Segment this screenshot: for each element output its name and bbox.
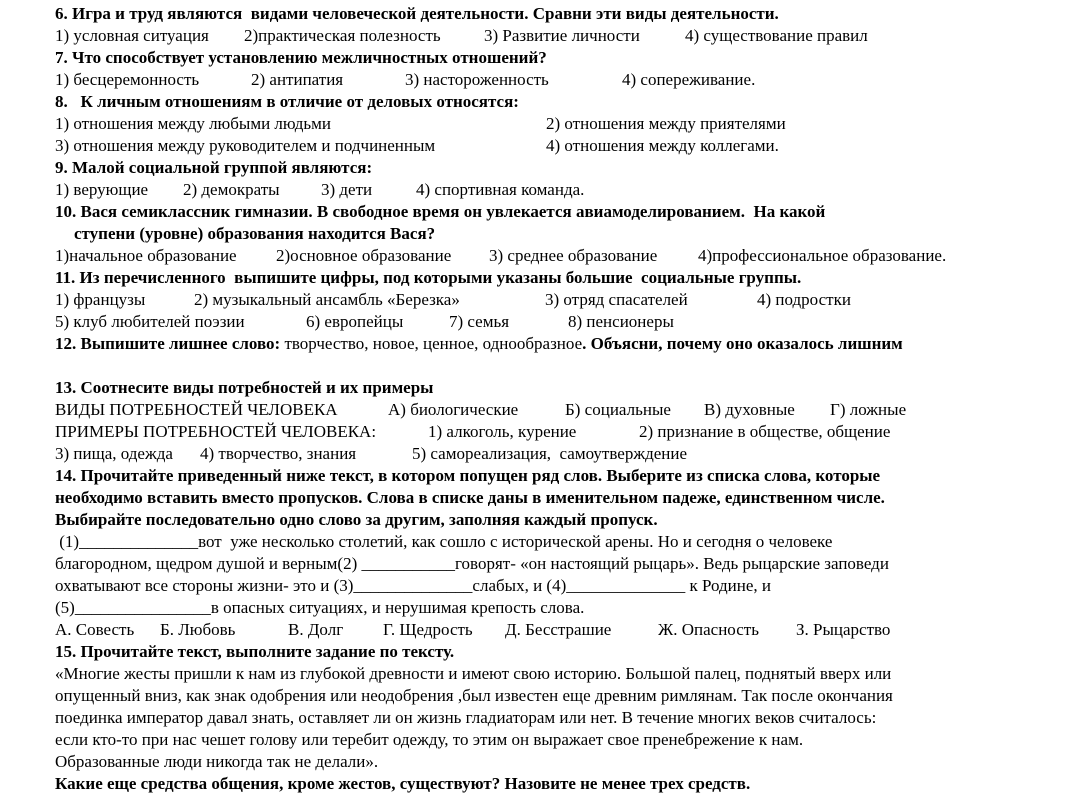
q12-words: творчество, новое, ценное, однообразное: [280, 334, 583, 353]
q7-option-1: 1) бесцеремонность: [55, 70, 200, 89]
q14-text-1: (1)______________вот уже несколько столетий, как сошло с исторической арены. Но и сегодня о человеке: [55, 532, 833, 551]
q12-prefix: 12. Выпишите лишнее слово:: [55, 334, 281, 353]
q7-option-4: 4) сопереживание.: [622, 70, 756, 89]
q14-option-b: Б. Любовь: [160, 620, 236, 639]
q14-text-3: охватывают все стороны жизни- это и (3)______________слабых, и (4)______________ к Родине, и: [55, 576, 772, 595]
q15-task: Какие еще средства общения, кроме жестов, существуют? Назовите не менее трех средств.: [55, 774, 751, 793]
q13-kind-b: Б) социальные: [565, 400, 671, 419]
q10-option-2: 2)основное образование: [276, 246, 452, 265]
q6-option-1: 1) условная ситуация: [55, 26, 209, 45]
q7-question: 7. Что способствует установлению межличностных отношений?: [55, 48, 547, 67]
q11-option-6: 6) европейцы: [306, 312, 404, 331]
q12-suffix: . Объясни, почему оно оказалось лишним: [582, 334, 903, 353]
q6-option-2: 2)практическая полезность: [244, 26, 441, 45]
q11-option-7: 7) семья: [449, 312, 510, 331]
q11-option-4: 4) подростки: [757, 290, 851, 309]
q13-example-5: 5) самореализация, самоутверждение: [412, 444, 688, 463]
q13-example-3: 3) пища, одежда: [55, 444, 173, 463]
q8-option-1: 1) отношения между любыми людьми: [55, 114, 332, 133]
q14-option-g: З. Рыцарство: [796, 620, 891, 639]
q7-option-2: 2) антипатия: [251, 70, 344, 89]
q15-question: 15. Прочитайте текст, выполните задание по тексту.: [55, 642, 455, 661]
q14-instructions-1: 14. Прочитайте приведенный ниже текст, в котором попущен ряд слов. Выберите из списка слова, которые: [55, 466, 881, 485]
q15-text-1: «Многие жесты пришли к нам из глубокой древности и имеют свою историю. Большой палец, поднятый вверх или: [55, 664, 892, 683]
q11-option-5: 5) клуб любителей поэзии: [55, 312, 245, 331]
q14-option-c: В. Долг: [288, 620, 344, 639]
q13-kind-a: А) биологические: [388, 400, 519, 419]
q13-question: 13. Соотнесите виды потребностей и их примеры: [55, 378, 434, 397]
q9-option-2: 2) демократы: [183, 180, 280, 199]
q9-option-4: 4) спортивная команда.: [416, 180, 585, 199]
q13-kind-c: В) духовные: [704, 400, 795, 419]
q9-question: 9. Малой социальной группой являются:: [55, 158, 373, 177]
q14-text-2: благородном, щедром душой и верным(2) ___________говорят- «он настоящий рыцарь». Ведь рыцарские заповеди: [55, 554, 889, 573]
q14-option-a: А. Совесть: [55, 620, 135, 639]
q15-text-2: опущенный вниз, как знак одобрения или неодобрения ,был известен еще древним римлянам. Так после окончания: [55, 686, 893, 705]
q8-option-2: 2) отношения между приятелями: [546, 114, 786, 133]
q11-question: 11. Из перечисленного выпишите цифры, под которыми указаны большие социальные группы.: [55, 268, 802, 287]
q11-option-2: 2) музыкальный ансамбль «Березка»: [194, 290, 460, 309]
q8-option-4: 4) отношения между коллегами.: [546, 136, 779, 155]
q13-kind-d: Г) ложные: [830, 400, 907, 419]
q6-option-3: 3) Развитие личности: [484, 26, 640, 45]
q11-option-3: 3) отряд спасателей: [545, 290, 688, 309]
q10-question-line-2: ступени (уровне) образования находится Вася?: [74, 224, 436, 243]
q12-line: [55, 333, 903, 355]
q13-example-4: 4) творчество, знания: [200, 444, 357, 463]
q8-option-3: 3) отношения между руководителем и подчиненным: [55, 136, 436, 155]
q15-text-3: поединка император давал знать, оставляет ли он жизнь гладиаторам или нет. В течение многих веков считалось:: [55, 708, 877, 727]
q15-text-5: Образованные люди никогда так не делали».: [55, 752, 379, 771]
q13-examples-label: ПРИМЕРЫ ПОТРЕБНОСТЕЙ ЧЕЛОВЕКА:: [55, 422, 377, 441]
q8-question: 8. К личным отношениям в отличие от деловых относятся:: [55, 92, 519, 111]
q7-option-3: 3) настороженность: [405, 70, 549, 89]
q11-option-1: 1) французы: [55, 290, 146, 309]
q6-question: 6. Игра и труд являются видами человеческой деятельности. Сравни эти виды деятельности.: [55, 4, 779, 23]
q9-option-1: 1) верующие: [55, 180, 149, 199]
q10-option-3: 3) среднее образование: [489, 246, 658, 265]
q13-example-2: 2) признание в обществе, общение: [639, 422, 891, 441]
q10-option-4: 4)профессиональное образование.: [698, 246, 947, 265]
q13-example-1: 1) алкоголь, курение: [428, 422, 577, 441]
q10-question-line-1: 10. Вася семиклассник гимназии. В свободное время он увлекается авиамоделированием. На какой: [55, 202, 826, 221]
q11-option-8: 8) пенсионеры: [568, 312, 674, 331]
q6-option-4: 4) существование правил: [685, 26, 868, 45]
q14-option-f: Ж. Опасность: [658, 620, 759, 639]
q10-option-1: 1)начальное образование: [55, 246, 237, 265]
q9-option-3: 3) дети: [321, 180, 373, 199]
q14-text-4: (5)________________в опасных ситуациях, и нерушимая крепость слова.: [55, 598, 585, 617]
q14-option-e: Д. Бесстрашие: [505, 620, 612, 639]
q15-text-4: если кто-то при нас чешет голову или теребит одежду, то этим он выражает свое пренебрежение к нам.: [55, 730, 804, 749]
q13-kinds-label: ВИДЫ ПОТРЕБНОСТЕЙ ЧЕЛОВЕКА: [55, 400, 338, 419]
q14-instructions-2: необходимо вставить вместо пропусков. Слова в списке даны в именительном падеже, единственном числе.: [55, 488, 885, 507]
q14-option-d: Г. Щедрость: [383, 620, 473, 639]
q14-instructions-3: Выбирайте последовательно одно слово за другим, заполняя каждый пропуск.: [55, 510, 658, 529]
